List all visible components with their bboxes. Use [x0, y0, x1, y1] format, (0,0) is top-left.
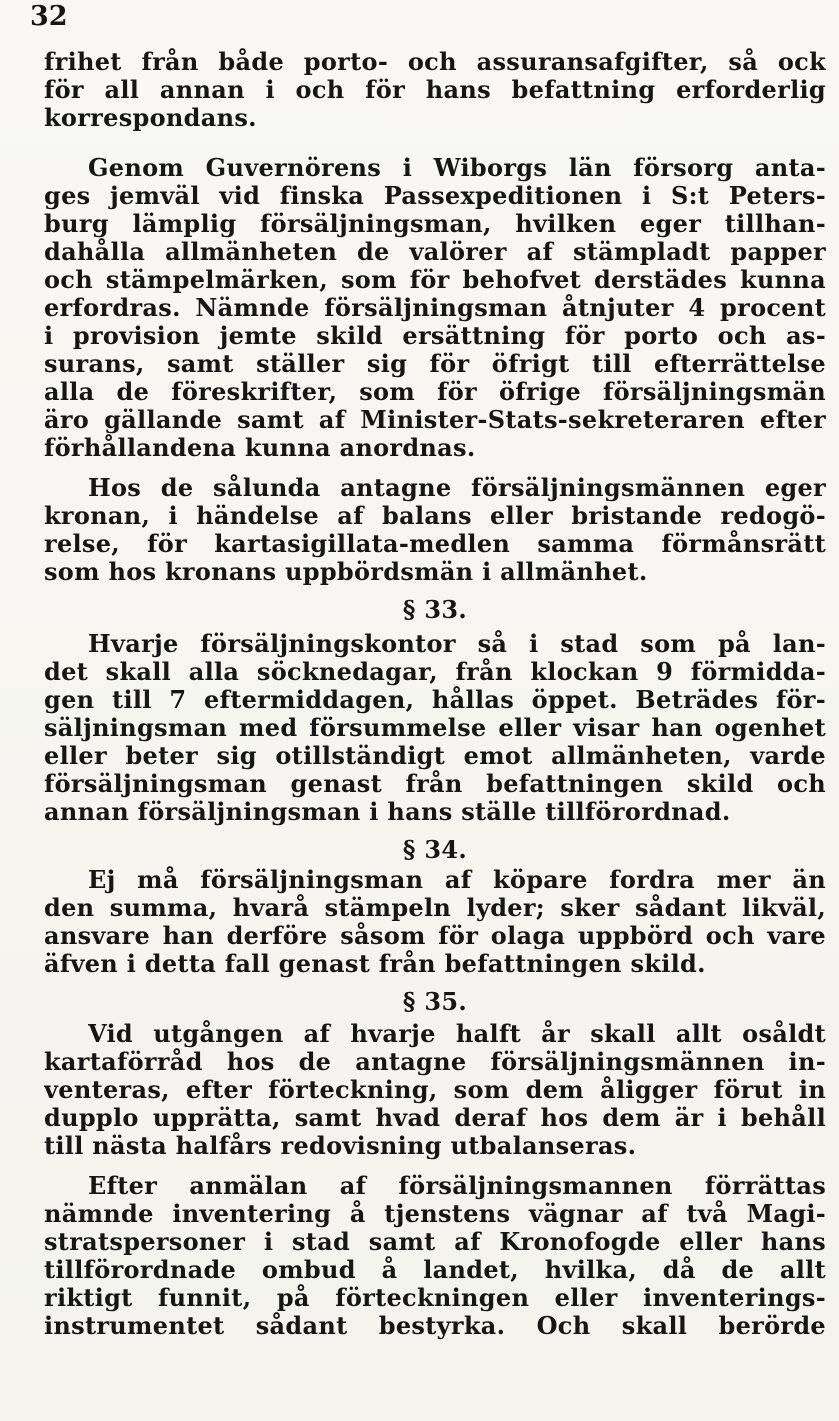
text-line: i provision jemte skild ersättning för porto och as- [44, 322, 826, 350]
text-line: burg lämplig försäljningsman, hvilken eger tillhan- [44, 210, 826, 238]
text-line: tillförordnade ombud å landet, hvilka, då de allt [44, 1256, 826, 1284]
text-line: korrespondans. [44, 104, 257, 132]
text-line: riktigt funnit, på förteckningen eller inventerings- [44, 1284, 826, 1312]
page-number: 32 [30, 1, 68, 32]
text-line: alla de föreskrifter, som för öfrige försäljningsmän [44, 378, 826, 406]
text-line: Ej må försäljningsman af köpare fordra mer än [88, 866, 826, 894]
text-line: äfven i detta fall genast från befattningen skild. [44, 950, 706, 978]
text-line: säljningsman med försummelse eller visar han ogenhet [44, 714, 826, 742]
text-line: och stämpelmärken, som för behofvet derstädes kunna [44, 266, 826, 294]
text-line: till nästa halfårs redovisning utbalanseras. [44, 1132, 637, 1160]
text-line: dupplo upprätta, samt hvad deraf hos dem är i behåll [44, 1104, 826, 1132]
text-line: erfordras. Nämnde försäljningsman åtnjuter 4 procent [44, 294, 826, 322]
text-line: ansvare han derföre såsom för olaga uppbörd och vare [44, 922, 826, 950]
section-heading: § 34. [402, 836, 468, 864]
text-line: Hvarje försäljningskontor så i stad som på lan- [88, 630, 826, 658]
text-line: försäljningsman genast från befattningen skild och [44, 770, 826, 798]
text-line: kronan, i händelse af balans eller bristande redogö- [44, 502, 826, 530]
text-line: nämnde inventering å tjenstens vägnar af två Magi- [44, 1200, 826, 1228]
text-line: stratspersoner i stad samt af Kronofogde eller hans [44, 1228, 826, 1256]
text-line: äro gällande samt af Minister-Stats-sekreteraren efter [44, 406, 826, 434]
text-line: det skall alla söcknedagar, från klockan 9 förmidda- [44, 658, 826, 686]
text-line: venteras, efter förteckning, som dem åligger förut in [44, 1076, 826, 1104]
text-line: kartaförråd hos de antagne försäljningsmännen in- [44, 1048, 826, 1076]
text-line: instrumentet sådant bestyrka. Och skall berörde [44, 1312, 826, 1340]
text-line: dahålla allmänheten de valörer af stämpladt papper [44, 238, 826, 266]
text-line: gen till 7 eftermiddagen, hållas öppet. Beträdes för- [44, 686, 826, 714]
text-line: Efter anmälan af försäljningsmannen förrättas [88, 1172, 826, 1200]
section-heading: § 33. [402, 596, 468, 624]
section-heading: § 35. [402, 988, 468, 1016]
text-line: Vid utgången af hvarje halft år skall allt osåldt [88, 1020, 826, 1048]
text-line: relse, för kartasigillata-medlen samma förmånsrätt [44, 530, 826, 558]
text-line: ges jemväl vid finska Passexpeditionen i S:t Peters- [44, 182, 826, 210]
text-line: som hos kronans uppbördsmän i allmänhet. [44, 558, 648, 586]
text-line: eller beter sig otillständigt emot allmänheten, varde [44, 742, 826, 770]
text-line: annan försäljningsman i hans ställe tillförordnad. [44, 798, 731, 826]
text-line: förhållandena kunna anordnas. [44, 434, 476, 462]
text-line: surans, samt ställer sig för öfrigt till efterrättelse [44, 350, 826, 378]
text-line: för all annan i och för hans befattning erforderlig [44, 76, 826, 104]
text-line: Hos de sålunda antagne försäljningsmännen eger [88, 474, 826, 502]
text-line: frihet från både porto- och assuransafgifter, så ock [44, 48, 826, 76]
text-line: Genom Guvernörens i Wiborgs län försorg anta- [88, 154, 826, 182]
text-line: den summa, hvarå stämpeln lyder; sker sådant likväl, [44, 894, 826, 922]
